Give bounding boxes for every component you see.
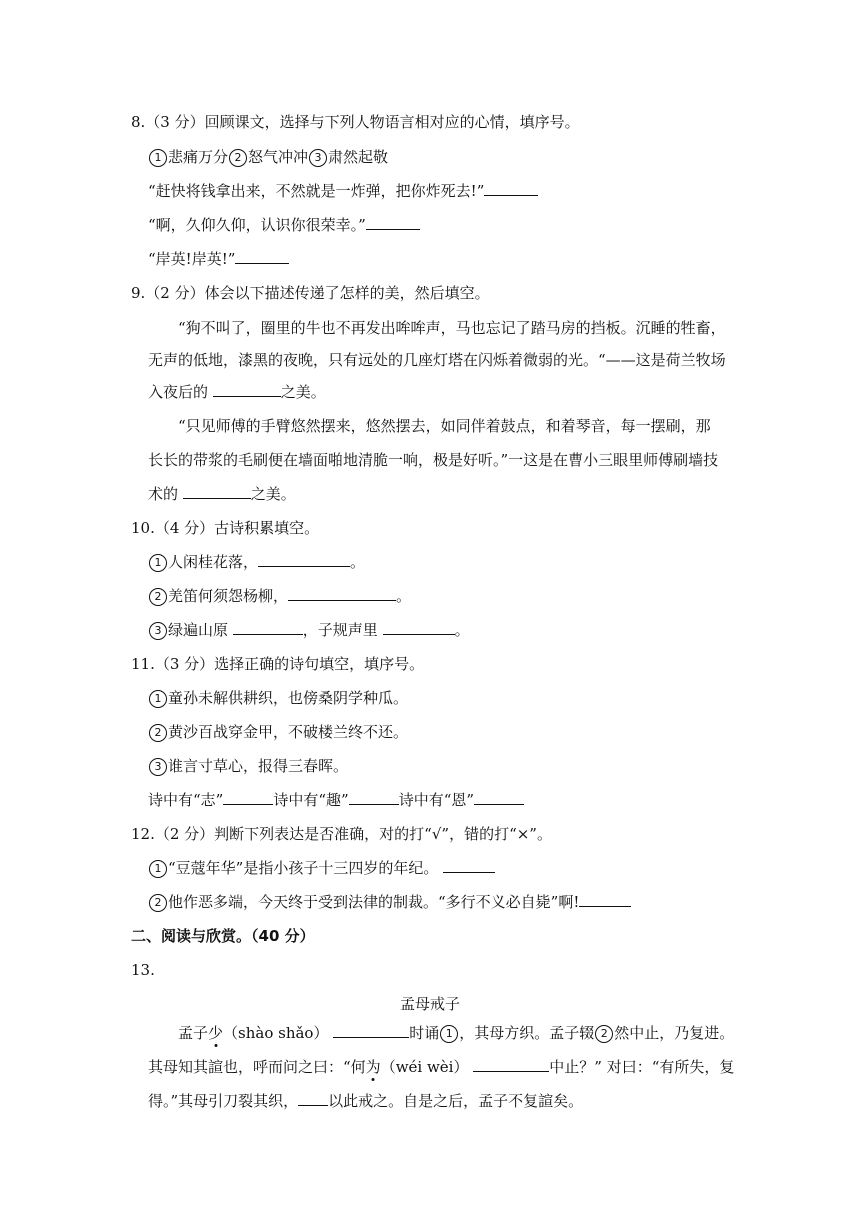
circle-1: 1 [149,690,167,708]
q8-stem: 8.（3 分）回顾课文，选择与下列人物语言相对应的心情，填序号。 [131,113,580,131]
q9-p2-line-3: 术的 之美。 [148,485,296,503]
q8-option-1: 悲痛万分 [168,148,229,166]
q8-option-3: 肃然起敬 [328,148,389,166]
answer-blank[interactable] [349,790,399,805]
q12-item-1: 1 “豆蔻年华”是指小孩子十三四岁的年纪。 [148,858,495,878]
answer-blank[interactable] [579,892,631,907]
section-heading: 二、阅读与欣赏。（40 分） [131,927,315,945]
passage-line-1: 孟子少（shào shǎo） 时诵 1 ，其母方织。孟子辍 2 然中止，乃复进。 [178,1024,735,1042]
q8-line-1: “赶快将钱拿出来，不然就是一炸弹，把你炸死去!” [148,181,538,201]
answer-blank[interactable] [443,858,495,873]
q9-stem: 9.（2 分）体会以下描述传递了怎样的美，然后填空。 [131,284,490,302]
q8-option-2: 怒气冲冲 [248,148,309,166]
q11-answers: 诗中有“志” 诗中有“趣” 诗中有“恩” [148,790,524,810]
circle-3: 3 [149,622,167,640]
passage-title: 孟母戒子 [399,995,460,1013]
emphasis-dot-char: 少 [208,1024,224,1042]
circle-2: 2 [595,1025,613,1043]
answer-blank[interactable] [235,249,289,264]
answer-blank[interactable] [474,790,524,805]
circle-1: 1 [149,554,167,572]
answer-blank[interactable] [333,1023,409,1038]
emphasis-dot-char: 为 [365,1058,381,1076]
answer-blank[interactable] [473,1057,549,1072]
circle-1: 1 [440,1025,458,1043]
circle-2: 2 [149,724,167,742]
q9-p2-line-1: “只见师傅的手臂悠然摆来，悠然摆去，如同伴着鼓点，和着琴音，每一摆刷，那 [178,417,711,435]
circle-3: 3 [309,149,327,167]
q11-item-1: 1 童孙未解供耕织，也傍桑阴学种瓜。 [148,688,408,708]
passage-line-3: 得。”其母引刀裂其织， 以此戒之。自是之后，孟子不复諠矣。 [148,1092,584,1110]
answer-blank[interactable] [213,382,281,397]
q9-p2-line-2: 长长的带浆的毛刷便在墙面啪地清脆一响，极是好听。”一这是在曹小三眼里师傅刷墙技 [148,451,719,469]
answer-blank[interactable] [183,484,251,499]
q8-options [148,147,388,167]
answer-blank[interactable] [223,790,273,805]
circle-2: 2 [149,588,167,606]
circle-2: 2 [149,894,167,912]
answer-blank[interactable] [288,586,396,601]
q8-line-3: “岸英!岸英!” [148,249,289,269]
q13-number: 13. [131,961,155,979]
answer-blank[interactable] [233,620,303,635]
q10-line-3: 3 绿遍山原 ，子规声里 。 [148,620,470,640]
q12-stem: 12.（2 分）判断下列表达是否准确，对的打“√”，错的打“×”。 [131,825,552,843]
circle-3: 3 [149,758,167,776]
answer-blank[interactable] [366,215,420,230]
answer-blank[interactable] [383,620,455,635]
q9-p1-line-3: 入夜后的 之美。 [148,383,326,401]
circle-1: 1 [149,149,167,167]
q11-item-2: 2 黄沙百战穿金甲，不破楼兰终不还。 [148,722,408,742]
circle-1: 1 [149,860,167,878]
q10-line-1: 1 人闲桂花落， 。 [148,552,365,572]
answer-blank[interactable] [484,181,538,196]
q10-line-2: 2 羌笛何须怨杨柳， 。 [148,586,411,606]
q9-p1-line-1: “狗不叫了，圈里的牛也不再发出哞哞声，马也忘记了踏马房的挡板。沉睡的牲畜， [178,319,726,337]
q11-item-3: 3 谁言寸草心，报得三春晖。 [148,756,348,776]
circle-2: 2 [229,149,247,167]
q12-item-2: 2 他作恶多端，今天终于受到法律的制裁。“多行不义必自毙”啊! [148,892,631,912]
q10-stem: 10.（4 分）古诗积累填空。 [131,519,320,537]
q9-p1-line-2: 无声的低地，漆黑的夜晚，只有远处的几座灯塔在闪烁着微弱的光。“——这是荷兰牧场 [148,351,726,369]
passage-line-2: 其母知其諠也，呼而问之曰：“何为（wéi wèi） 中止？” 对曰：“有所失，复 [148,1058,735,1076]
q8-line-2: “啊，久仰久仰，认识你很荣幸。” [148,215,420,235]
q11-stem: 11.（3 分）选择正确的诗句填空，填序号。 [131,655,425,673]
answer-blank[interactable] [298,1091,328,1106]
answer-blank[interactable] [258,552,350,567]
